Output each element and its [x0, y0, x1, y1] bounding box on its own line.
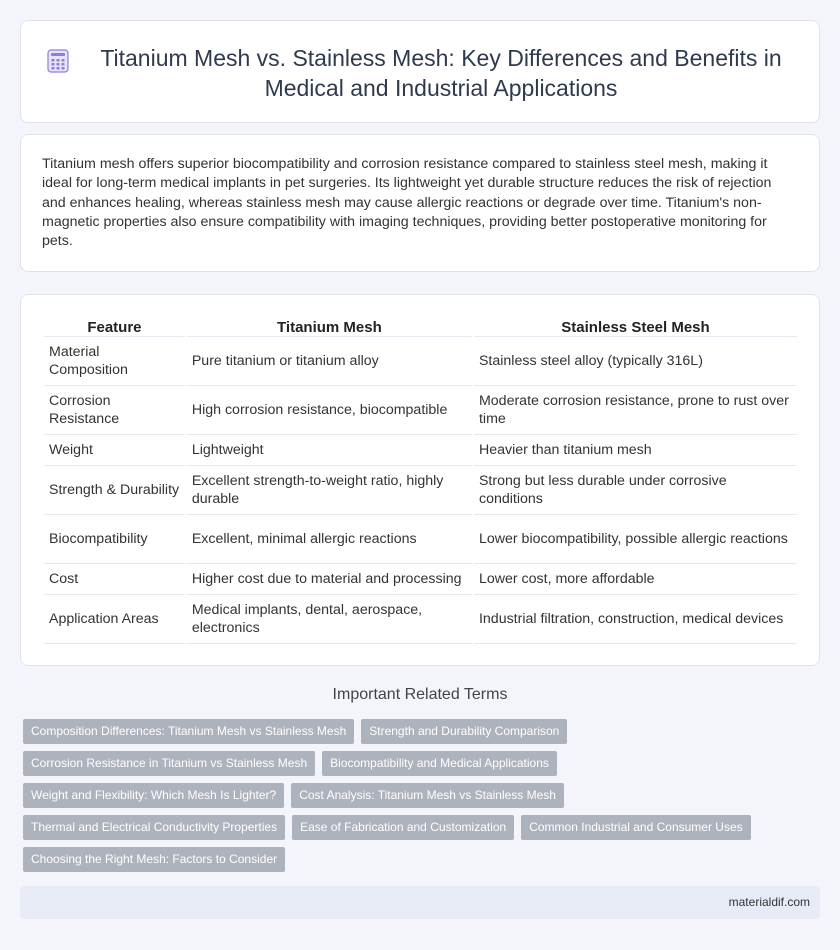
related-term-tag[interactable]: Biocompatibility and Medical Applications: [322, 751, 557, 776]
header-feature: Feature: [44, 317, 185, 337]
table-row: [44, 337, 797, 386]
feature-cell: Application Areas: [44, 595, 185, 644]
titanium-cell: Excellent strength-to-weight ratio, highly durable: [187, 466, 472, 515]
titanium-cell: Excellent, minimal allergic reactions: [187, 515, 472, 564]
stainless-cell: Lower cost, more affordable: [474, 564, 797, 595]
stainless-cell: Strong but less durable under corrosive conditions: [474, 466, 797, 515]
related-term-tag[interactable]: Ease of Fabrication and Customization: [292, 815, 514, 840]
feature-cell: Material Composition: [44, 337, 185, 386]
table-row: [44, 435, 797, 466]
related-term-tag[interactable]: Choosing the Right Mesh: Factors to Consider: [23, 847, 285, 872]
related-term-tag[interactable]: Composition Differences: Titanium Mesh vs Stainless Mesh: [23, 719, 354, 744]
titanium-cell: Pure titanium or titanium alloy: [187, 337, 472, 386]
stainless-cell: Stainless steel alloy (typically 316L): [474, 337, 797, 386]
header-stainless: Stainless Steel Mesh: [474, 317, 797, 337]
related-terms-list: [23, 719, 783, 879]
titanium-cell: Medical implants, dental, aerospace, electronics: [187, 595, 472, 644]
related-terms-heading: Important Related Terms: [332, 686, 508, 703]
table-row: [44, 564, 797, 595]
table-row: [44, 386, 797, 435]
related-term-tag[interactable]: Weight and Flexibility: Which Mesh Is Lighter?: [23, 783, 284, 808]
titanium-cell: Higher cost due to material and processing: [187, 564, 472, 595]
feature-cell: Weight: [44, 435, 185, 466]
footer-bar: [20, 886, 820, 919]
comparison-card: [20, 294, 820, 666]
comparison-table: [42, 317, 799, 644]
related-term-tag[interactable]: Common Industrial and Consumer Uses: [521, 815, 750, 840]
header-titanium: Titanium Mesh: [187, 317, 472, 337]
related-term-tag[interactable]: Strength and Durability Comparison: [361, 719, 567, 744]
stainless-cell: Heavier than titanium mesh: [474, 435, 797, 466]
related-term-tag[interactable]: Corrosion Resistance in Titanium vs Stainless Mesh: [23, 751, 315, 776]
feature-cell: Biocompatibility: [44, 515, 185, 564]
table-row: [44, 515, 797, 564]
feature-cell: Corrosion Resistance: [44, 386, 185, 435]
table-row: [44, 595, 797, 644]
stainless-cell: Lower biocompatibility, possible allergic reactions: [474, 515, 797, 564]
intro-card: [20, 134, 820, 272]
titanium-cell: High corrosion resistance, biocompatible: [187, 386, 472, 435]
titanium-cell: Lightweight: [187, 435, 472, 466]
stainless-cell: Industrial filtration, construction, medical devices: [474, 595, 797, 644]
footer-site-link[interactable]: materialdif.com: [728, 895, 810, 909]
title-card: [20, 20, 820, 123]
related-term-tag[interactable]: Cost Analysis: Titanium Mesh vs Stainless Mesh: [291, 783, 564, 808]
page-title: Titanium Mesh vs. Stainless Mesh: Key Differences and Benefits in Medical and Industrial Applications: [100, 45, 782, 101]
stainless-cell: Moderate corrosion resistance, prone to rust over time: [474, 386, 797, 435]
intro-paragraph: Titanium mesh offers superior biocompatibility and corrosion resistance compared to stainless steel mesh, making it ideal for long-term medical implants in pet surgeries. Its lightweight yet durable structure reduces the risk of rejection and enhances healing, whereas stainless mesh may cause allergic reactions or degrade over time. Titanium's non-magnetic properties also ensure compatibility with imaging techniques, providing better postoperative monitoring for pets.: [42, 156, 772, 250]
feature-cell: Cost: [44, 564, 185, 595]
table-header-row: [44, 317, 797, 337]
table-row: [44, 466, 797, 515]
related-term-tag[interactable]: Thermal and Electrical Conductivity Properties: [23, 815, 285, 840]
feature-cell: Strength & Durability: [44, 466, 185, 515]
